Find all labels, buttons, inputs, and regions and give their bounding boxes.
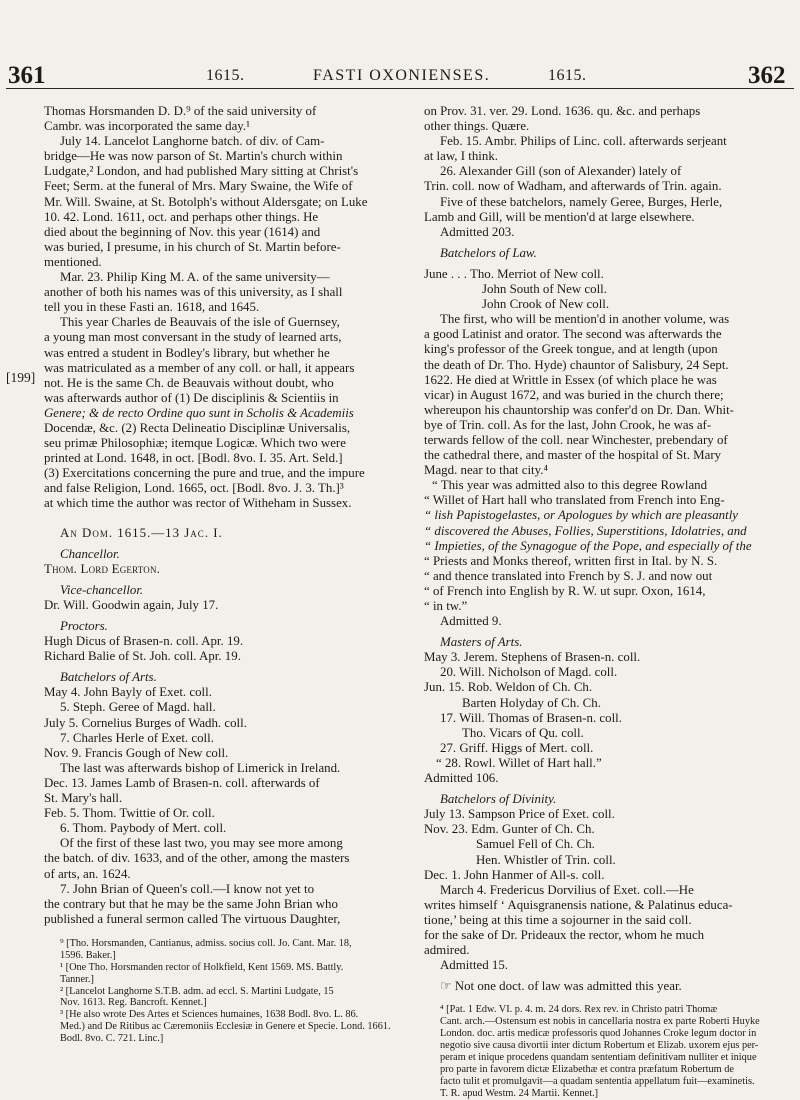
bachelor-entry: Nov. 9. Francis Gough of New coll. — [44, 745, 229, 760]
proctors-heading: Proctors. — [60, 619, 108, 633]
text-line: died about the beginning of Nov. this year (1614) and — [44, 224, 321, 239]
proctor-entry: Hugh Dicus of Brasen-n. coll. Apr. 19. — [44, 634, 244, 649]
text-line: 10. 42. Lond. 1611, oct. and perhaps other things. He — [44, 209, 319, 224]
bachelor-entry: July 5. Cornelius Burges of Wadh. coll. — [44, 715, 247, 730]
bachelor-entry: 5. Steph. Geree of Magd. hall. — [60, 700, 216, 715]
text-line: the cathedral there, and master of the hospital of St. Mary — [424, 448, 722, 463]
margin-page-note: [199] — [6, 370, 36, 385]
text-line: Five of these batchelors, namely Geree, Burges, Herle, — [440, 194, 723, 209]
text-line: was entred a student in Bodley's library, but whether he — [44, 345, 330, 360]
footnote-line: negotio sive causa divortii inter dictum Robertum et Elizab. uxorem ejus per- — [440, 1040, 759, 1052]
footnote-line: Nov. 1613. Reg. Bancroft. Kennet.] — [60, 997, 207, 1009]
page-header — [0, 0, 800, 89]
text-line: bye of Trin. coll. As for the last, John Crook, he was af- — [424, 417, 712, 432]
admitted-count: Admitted 106. — [424, 771, 499, 786]
quoted-line: “ lish Papistogelastes, or Apologues by which are pleasantly — [424, 508, 739, 523]
text-line: printed at Lond. 1648, in oct. [Bodl. 8vo. I. 35. Art. Seld.] — [44, 451, 343, 466]
divinity-entry: Hen. Whistler of Trin. coll. — [476, 852, 616, 867]
master-entry: Tho. Vicars of Qu. coll. — [462, 725, 584, 740]
text-line: Docendæ, &c. (2) Recta Delineatio Disciplinæ Universalis, — [44, 420, 351, 435]
text-line: March 4. Fredericus Dorvilius of Exet. coll.—He — [440, 882, 694, 897]
vice-chancellor-heading: Vice-chancellor. — [60, 582, 144, 597]
divinity-heading: Batchelors of Divinity. — [440, 792, 557, 807]
master-entry: 20. Will. Nicholson of Magd. coll. — [440, 665, 618, 680]
divinity-entry: Dec. 1. John Hanmer of All-s. coll. — [424, 867, 605, 882]
footnote-line: ⁹ [Tho. Horsmanden, Cantianus, admiss. socius coll. Jo. Cant. Mar. 18, — [60, 937, 352, 949]
chancellor-heading: Chancellor. — [60, 546, 120, 561]
bachelor-entry: Feb. 5. Thom. Twittie of Or. coll. — [44, 806, 215, 821]
right-column — [424, 104, 776, 1100]
text-line: was buried, I presume, in his church of St. Martin before- — [44, 239, 341, 254]
quoted-line: “ Impieties, of the Synagogue of the Pope, and especially of the — [424, 538, 752, 553]
text-line: other things. Quære. — [424, 119, 530, 134]
law-entry: June . . . Tho. Merriot of New coll. — [424, 266, 604, 281]
bachelor-note: the contrary but that he may be the same John Brian who — [44, 896, 338, 911]
running-year-left: 1615. — [206, 67, 245, 84]
text-line: Cambr. was incorporated the same day.¹ — [44, 119, 250, 134]
text-line: another of both his names was of this university, as I shall — [44, 285, 343, 300]
footnote-line: Tanner.] — [60, 973, 94, 985]
footnote-line: peram et inique procedens quandam sententiam definitivam nulliter et inique — [440, 1051, 757, 1063]
bachelor-entry: St. Mary's hall. — [44, 791, 123, 806]
text-line: terwards fellow of the coll. near Winchester, prebendary of — [424, 432, 728, 447]
quoted-line: “ in tw.” — [424, 599, 468, 613]
text-line: the death of Dr. Tho. Hyde) chauntor of Salisbury, 24 Sept. — [424, 357, 729, 372]
text-line: at which time the author was rector of Witheham in Sussex. — [44, 496, 352, 511]
text-line: for the sake of Dr. Prideaux the rector, whom he much — [424, 927, 705, 942]
footnote-line: ² [Lancelot Langhorne S.T.B. adm. ad eccl. S. Martini Ludgate, 15 — [60, 985, 334, 997]
text-line: The first, who will be mention'd in another volume, was — [440, 312, 730, 327]
text-line: 26. Alexander Gill (son of Alexander) lately of — [440, 164, 682, 179]
text-line: Magd. near to that city.⁴ — [424, 463, 548, 478]
footnote-line: Bodl. 8vo. C. 721. Linc.] — [60, 1033, 164, 1045]
master-entry: Jun. 15. Rob. Weldon of Ch. Ch. — [424, 680, 593, 695]
bachelor-entry: Dec. 13. James Lamb of Brasen-n. coll. afterwards of — [44, 775, 320, 790]
bachelor-entry: 6. Thom. Paybody of Mert. coll. — [60, 821, 227, 836]
text-line: July 14. Lancelot Langhorne batch. of div. of Cam- — [60, 134, 325, 149]
text-line: tell you in these Fasti an. 1618, and 1645. — [44, 300, 260, 315]
text-line: a good Latinist and orator. The second was afterwards the — [424, 327, 722, 342]
quoted-line: “ of French into English by R. W. ut supr. Oxon, 1614, — [424, 583, 706, 598]
master-entry: “ 28. Rowl. Willet of Hart hall.” — [436, 755, 602, 770]
text-line: was matriculated as a member of any coll. or hall, it appears — [44, 360, 355, 375]
header-rule — [6, 88, 794, 89]
pointer-note: ☞ Not one doct. of law was admitted this year. — [440, 979, 682, 994]
text-line: and false Religion, Lond. 1665, oct. [Bodl. 8vo. J. 3. Th.]³ — [44, 481, 344, 496]
quoted-line: “ Priests and Monks thereof, written first in Ital. by N. S. — [424, 553, 718, 568]
bachelor-note: of arts, an. 1624. — [44, 866, 131, 881]
text-line: writes himself ‘ Aquisgranensis natione, & Palatinus educa- — [424, 897, 733, 912]
vice-chancellor-name: Dr. Will. Goodwin again, July 17. — [44, 597, 219, 612]
footnote-line: Med.) and De Ritibus ac Cæremoniis Ecclesiæ in Genere et Specie. Lond. 1661. — [60, 1021, 391, 1033]
master-entry: Barten Holyday of Ch. Ch. — [462, 695, 601, 710]
footnote-line: T. R. apud Westm. 24 Martii. Kennet.] — [440, 1087, 599, 1099]
text-line: Mar. 23. Philip King M. A. of the same university— — [60, 270, 330, 285]
master-entry: May 3. Jerem. Stephens of Brasen-n. coll. — [424, 650, 641, 665]
text-line: on Prov. 31. ver. 29. Lond. 1636. qu. &c. and perhaps — [424, 104, 701, 118]
text-line: whereupon his chauntorship was confer'd on Dr. Dan. Whit- — [424, 402, 734, 417]
footnote-line: Cant. arch.—Ostensum est nobis in cancellaria nostra ex parte Roberti Huyke — [440, 1016, 760, 1028]
text-line: king's professor of the Greek tongue, and at length (upon — [424, 342, 718, 357]
quoted-line: “ discovered the Abuses, Follies, Superstitions, Idolatries, and — [424, 523, 747, 538]
page-number-right: 362 — [748, 62, 786, 89]
text-line: Mr. Will. Swaine, at St. Botolph's without Aldersgate; on Luke — [44, 194, 368, 209]
text-line: (3) Exercitations concerning the pure and true, and the impure — [44, 466, 365, 481]
text-line: Genere; & de recto Ordine quo sunt in Scholis & Academiis — [44, 405, 354, 420]
bachelor-entry: 7. John Brian of Queen's coll.—I know not yet to — [60, 881, 315, 896]
text-line: Trin. coll. now of Wadham, and afterwards of Trin. again. — [424, 179, 722, 194]
page-number-left: 361 — [8, 62, 46, 89]
chancellor-name: Thom. Lord Egerton. — [44, 561, 161, 576]
admitted-count: Admitted 203. — [440, 224, 515, 239]
footnote-line: facto tulit et promulgavit—a quadam sententia appellatum fuit—examinetis. — [440, 1075, 755, 1087]
law-entry: John South of New coll. — [482, 282, 607, 297]
admitted-count: Admitted 9. — [440, 614, 502, 629]
text-line: bridge—He was now parson of St. Martin's church within — [44, 149, 343, 164]
footnote-line: ³ [He also wrote Des Artes et Sciences humaines, 1638 Bodl. 8vo. L. 86. — [60, 1009, 359, 1021]
text-line: a young man most conversant in the study of learned arts, — [44, 330, 342, 345]
footnote-line: ⁴ [Pat. 1 Edw. VI. p. 4. m. 24 dors. Rex rev. in Christo patri Thomæ — [440, 1004, 718, 1016]
running-year-right: 1615. — [548, 67, 587, 84]
text-line: tione,’ being at this time a sojourner in the said coll. — [424, 912, 692, 927]
master-entry: 27. Griff. Higgs of Mert. coll. — [440, 740, 594, 755]
masters-heading: Masters of Arts. — [440, 635, 523, 650]
text-line: Feb. 15. Ambr. Philips of Linc. coll. afterwards serjeant — [440, 134, 727, 149]
quoted-line: “ Willet of Hart hall who translated from French into Eng- — [424, 493, 725, 508]
right-footnotes — [424, 1004, 776, 1099]
bachelor-note: the batch. of div. 1633, and of the other, among the masters — [44, 851, 350, 866]
admitted-count: Admitted 15. — [440, 958, 509, 973]
bachelor-note: published a funeral sermon called The virtuous Daughter, — [44, 911, 341, 926]
bachelors-law-heading: Batchelors of Law. — [440, 245, 537, 260]
text-line: admired. — [424, 943, 470, 958]
text-line: Thomas Horsmanden D. D.⁹ of the said university of — [44, 104, 317, 118]
text-line: 1622. He died at Writtle in Essex (of which place he was — [424, 372, 717, 387]
text-line: Lamb and Gill, will be mention'd at large elsewhere. — [424, 209, 695, 224]
footnote-line: pro parte in favorem dictæ Elizabethæ et contra præfatum Robertum de — [440, 1063, 734, 1075]
quoted-line: “ and thence translated into French by S. J. and now out — [424, 568, 713, 583]
master-entry: 17. Will. Thomas of Brasen-n. coll. — [440, 710, 622, 725]
divinity-entry: July 13. Sampson Price of Exet. coll. — [424, 807, 615, 822]
text-line: vicar) in August 1672, and was buried in the church there; — [424, 387, 724, 402]
text-line: was afterwards author of (1) De disciplinis & Scientiis in — [44, 390, 339, 405]
text-line: at law, I think. — [424, 149, 498, 164]
left-intro-text — [44, 104, 398, 512]
left-column — [44, 104, 398, 1045]
bachelor-entry: May 4. John Bayly of Exet. coll. — [44, 685, 212, 700]
bachelor-note: Of the first of these last two, you may see more among — [60, 836, 343, 851]
footnote-line: 1596. Baker.] — [60, 949, 116, 961]
running-title: FASTI OXONIENSES. — [313, 67, 491, 84]
law-entry: John Crook of New coll. — [482, 297, 610, 312]
text-line: not. He is the same Ch. de Beauvais without doubt, who — [44, 375, 334, 390]
footnote-line: London. doc. artis medicæ professoris quod Johannes Croke legum doctor in — [440, 1028, 757, 1040]
quoted-line: “ This year was admitted also to this degree Rowland — [432, 478, 708, 493]
left-footnotes — [44, 938, 398, 1045]
text-line: Ludgate,² London, and had published Mary sitting at Christ's — [44, 164, 359, 179]
text-line: seu primæ Philosophiæ; itemque Logicæ. Which two were — [44, 436, 346, 451]
divinity-entry: Samuel Fell of Ch. Ch. — [476, 837, 595, 852]
bachelor-entry: 7. Charles Herle of Exet. coll. — [60, 730, 214, 745]
text-line: This year Charles de Beauvais of the isle of Guernsey, — [60, 315, 340, 330]
footnote-line: ¹ [One Tho. Horsmanden rector of Holkfield, Kent 1569. MS. Battly. — [60, 961, 344, 973]
bachelors-arts-heading: Batchelors of Arts. — [60, 670, 157, 685]
text-line: Feet; Serm. at the funeral of Mrs. Mary Swaine, the Wife of — [44, 179, 353, 194]
divinity-entry: Nov. 23. Edm. Gunter of Ch. Ch. — [424, 822, 595, 837]
bachelor-note: The last was afterwards bishop of Limerick in Ireland. — [60, 760, 341, 775]
text-line: mentioned. — [44, 254, 102, 269]
proctor-entry: Richard Balie of St. Joh. coll. Apr. 19. — [44, 649, 241, 664]
year-heading: An Dom. 1615.—13 Jac. I. — [60, 525, 223, 540]
